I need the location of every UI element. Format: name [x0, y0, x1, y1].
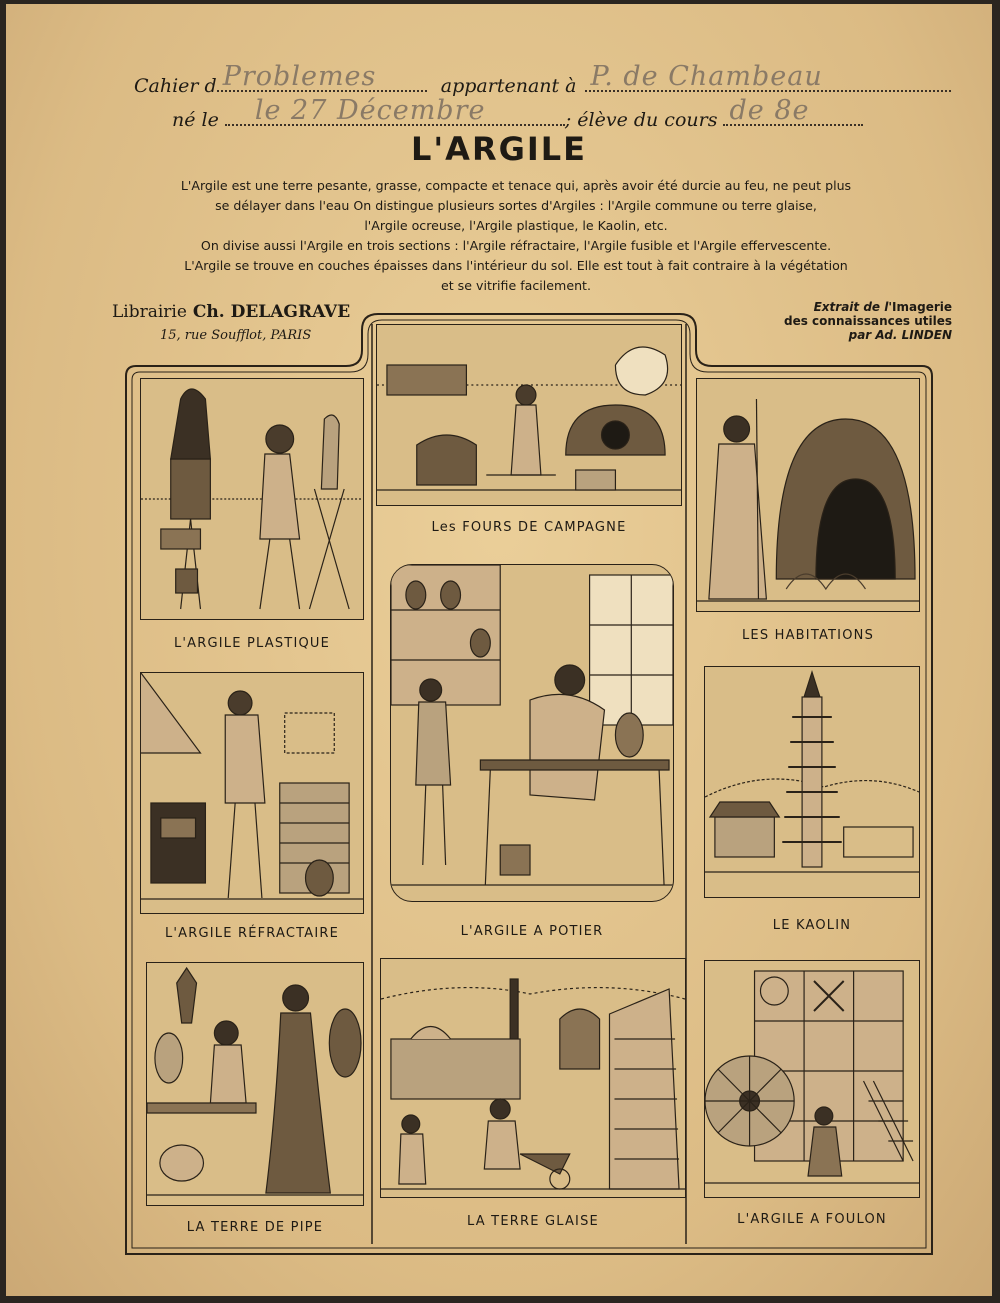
cahier-handwriting: Problemes — [222, 61, 377, 92]
publisher-address: 15, rue Soufflot, PARIS — [160, 328, 312, 343]
intro-line: L'Argile est une terre pesante, grasse, compacte et tenace qui, après avoir été durcie au feu, ne peut plus — [180, 178, 852, 193]
extract-imagerie: Imagerie — [892, 300, 952, 314]
panel-caption: L'ARGILE A FOULON — [737, 1212, 887, 1227]
panel-caption: Les FOURS DE CAMPAGNE — [431, 520, 627, 535]
panel-glaise — [380, 958, 686, 1244]
panel-caption: L'ARGILE PLASTIQUE — [173, 636, 331, 651]
ne-handwriting: le 27 Décembre — [254, 95, 486, 126]
panel-fours — [376, 324, 682, 544]
panel-foulon — [704, 960, 920, 1242]
notebook-cover — [6, 4, 992, 1296]
potter-illustration — [390, 564, 674, 902]
panel-potier — [390, 564, 674, 952]
panel-caption: LES HABITATIONS — [741, 628, 875, 643]
appartenant-label: appartenant à — [440, 75, 577, 97]
extract-line2: des connaissances utiles — [784, 314, 952, 328]
intro-line: se délayer dans l'eau On distingue plusieurs sortes d'Argiles : l'Argile commune ou terre glaise, — [215, 198, 817, 213]
extract-line3: par Ad. LINDEN — [848, 328, 952, 342]
panel-plastique — [140, 378, 364, 664]
intro-line: L'Argile se trouve en couches épaisses dans l'intérieur du sol. Elle est tout à fait contraire à la végétation — [184, 258, 848, 273]
appartenant-handwriting: P. de Chambeau — [590, 61, 823, 92]
panel-refractaire — [140, 672, 364, 954]
publisher-name: Ch. DELAGRAVE — [192, 302, 351, 322]
panel-caption: LA TERRE GLAISE — [467, 1214, 599, 1229]
intro-line: On divise aussi l'Argile en trois sections : l'Argile réfractaire, l'Argile fusible et l'Argile effervescente. — [200, 238, 832, 253]
intro-line: l'Argile ocreuse, l'Argile plastique, le Kaolin, etc. — [364, 218, 668, 233]
panel-kaolin — [704, 666, 920, 950]
ne-label: né le — [172, 109, 219, 131]
sculptor-illustration — [140, 378, 364, 620]
panel-habitations — [696, 378, 920, 658]
extract-prefix: Extrait de l' — [813, 300, 893, 314]
panel-caption: L'ARGILE A POTIER — [460, 924, 604, 939]
shop-illustration — [146, 962, 364, 1206]
panel-pipe — [146, 962, 364, 1246]
panel-caption: LA TERRE DE PIPE — [186, 1220, 324, 1235]
publisher-prefix: Librairie — [112, 302, 187, 322]
intro-line: et se vitrifie facilement. — [440, 278, 591, 293]
eleve-label: ; élève du cours — [564, 109, 718, 131]
stove-illustration — [140, 672, 364, 914]
brickworks-illustration — [380, 958, 686, 1198]
page-title: L'ARGILE — [410, 130, 587, 168]
cahier-label: Cahier d — [134, 75, 217, 97]
panel-caption: L'ARGILE RÉFRACTAIRE — [164, 926, 340, 941]
kilns-illustration — [376, 324, 682, 506]
panel-caption: LE KAOLIN — [772, 918, 852, 933]
pagoda-illustration — [704, 666, 920, 898]
waterwheel-illustration — [704, 960, 920, 1198]
huts-illustration — [696, 378, 920, 612]
eleve-handwriting: de 8e — [729, 95, 810, 126]
